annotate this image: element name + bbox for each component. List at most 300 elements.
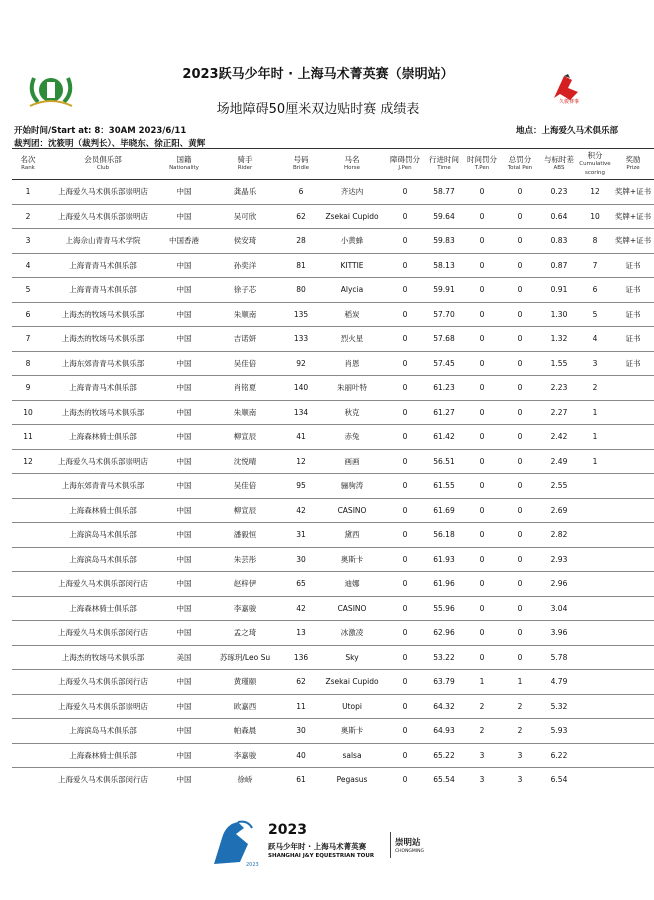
table-cell: 2: [464, 694, 500, 719]
table-cell: 中国: [162, 474, 206, 499]
table-cell: 0: [386, 719, 424, 744]
table-cell: [612, 523, 654, 548]
table-cell: 61.42: [424, 425, 464, 450]
table-cell: [12, 719, 44, 744]
table-cell: 2: [500, 719, 540, 744]
column-header-en: Bridle: [293, 165, 309, 171]
table-cell: 潘毅恒: [206, 523, 284, 548]
table-cell: [578, 645, 612, 670]
table-cell: 李嘉骏: [206, 743, 284, 768]
table-cell: 0: [386, 694, 424, 719]
table-cell: [612, 474, 654, 499]
column-header: [284, 149, 318, 180]
table-cell: 0: [500, 498, 540, 523]
table-cell: 冰激凌: [318, 621, 386, 646]
table-cell: 朱顺南: [206, 400, 284, 425]
table-cell: 3: [12, 229, 44, 254]
table-cell: 1: [12, 180, 44, 205]
table-cell: 2.96: [540, 572, 578, 597]
table-cell: 上海爱久马术俱乐部崇明店: [44, 694, 162, 719]
table-cell: 上海爱久马术俱乐部闵行店: [44, 621, 162, 646]
table-cell: 3.04: [540, 596, 578, 621]
table-cell: 朱顺南: [206, 302, 284, 327]
table-cell: 95: [284, 474, 318, 499]
table-cell: 0: [386, 547, 424, 572]
table-cell: 92: [284, 351, 318, 376]
table-cell: 朱丽叶特: [318, 376, 386, 401]
table-cell: 徐峤: [237, 775, 253, 785]
table-cell: 61: [296, 775, 306, 785]
table-cell: 苏琢玥/Leo Su: [206, 645, 284, 670]
table-cell: 中国: [162, 253, 206, 278]
table-cell: 0: [386, 376, 424, 401]
table-cell: [612, 670, 654, 695]
column-header-en: Horse: [343, 165, 360, 171]
table-cell: 0: [386, 400, 424, 425]
table-cell: [612, 645, 654, 670]
table-cell: 柳宣辰: [206, 498, 284, 523]
table-cell: 62: [284, 204, 318, 229]
table-cell: 0: [386, 670, 424, 695]
column-header-en: ABS: [553, 165, 565, 171]
column-header: [318, 149, 386, 180]
table-cell: 齐达内: [318, 180, 386, 205]
column-header: [540, 149, 578, 180]
table-cell: 133: [284, 327, 318, 352]
table-cell: 136: [284, 645, 318, 670]
table-cell: 2.69: [540, 498, 578, 523]
table-cell: [578, 572, 612, 597]
table-cell: 吴佳倍: [206, 474, 284, 499]
column-header-cn: 总罚分: [508, 155, 532, 164]
table-cell: 65.22: [424, 743, 464, 768]
table-cell: 0: [386, 743, 424, 768]
table-cell: 0: [386, 572, 424, 597]
table-row: [12, 523, 654, 548]
table-cell: 42: [284, 596, 318, 621]
table-cell: 0: [500, 327, 540, 352]
table-cell: 10: [578, 204, 612, 229]
table-cell: 0: [500, 180, 540, 205]
table-cell: 13: [284, 621, 318, 646]
table-row: [12, 694, 654, 719]
footer-year: 2023: [268, 822, 307, 838]
table-cell: 沈悦晴: [206, 449, 284, 474]
table-header: [12, 149, 654, 180]
table-cell: 中国: [176, 775, 192, 785]
table-cell: 证书: [612, 253, 654, 278]
table-cell: 证书: [612, 351, 654, 376]
table-cell: 中国: [162, 670, 206, 695]
table-cell: 2.23: [540, 376, 578, 401]
table-row: [12, 670, 654, 695]
table-cell: 0: [500, 596, 540, 621]
table-cell: 吴佳倍: [206, 351, 284, 376]
table-cell: 0: [500, 523, 540, 548]
table-cell: 2.42: [540, 425, 578, 450]
table-cell: 上海东郊青青马术俱乐部: [44, 474, 162, 499]
table-cell: 2: [500, 694, 540, 719]
table-row: [12, 474, 654, 499]
column-header-cn: 会员俱乐部: [84, 155, 122, 164]
table-cell: 61.93: [424, 547, 464, 572]
table-cell: Sky: [318, 645, 386, 670]
table-cell: 6: [12, 302, 44, 327]
table-cell: 0: [500, 229, 540, 254]
table-cell: 10: [12, 400, 44, 425]
table-cell: 1: [500, 670, 540, 695]
table-row: [12, 351, 654, 376]
table-cell: 55.96: [424, 596, 464, 621]
table-cell: 3: [479, 775, 485, 785]
table-cell: 2.49: [540, 449, 578, 474]
table-cell: 2.82: [540, 523, 578, 548]
table-cell: 6.54: [550, 775, 568, 785]
table-cell: 0.64: [540, 204, 578, 229]
table-cell: 0.83: [540, 229, 578, 254]
table-cell: 30: [284, 547, 318, 572]
table-cell: 烈火星: [318, 327, 386, 352]
table-cell: 3: [517, 775, 523, 785]
table-cell: 5: [578, 302, 612, 327]
table-cell: 4.79: [540, 670, 578, 695]
table-cell: 5.32: [540, 694, 578, 719]
column-header-cn: 骑手: [237, 155, 253, 164]
table-cell: 0: [500, 547, 540, 572]
table-cell: 上海滨岛马术俱乐部: [44, 719, 162, 744]
column-header-en: Rider: [237, 165, 253, 171]
table-cell: 0: [386, 498, 424, 523]
column-header-cn: 马名: [344, 155, 360, 164]
table-cell: 上海森林骑士俱乐部: [44, 596, 162, 621]
results-table: [12, 148, 654, 792]
column-header-en: T.Pen: [474, 165, 490, 171]
table-cell: 美国: [162, 645, 206, 670]
table-cell: 65.54: [433, 775, 455, 785]
table-row: [12, 327, 654, 352]
table-cell: 上海杰的牧场马术俱乐部: [44, 400, 162, 425]
column-header-cn: 与标时差: [544, 155, 574, 164]
table-row: [12, 302, 654, 327]
table-cell: 0: [464, 302, 500, 327]
table-cell: [12, 596, 44, 621]
table-cell: 0: [402, 775, 408, 785]
table-cell: 中国: [162, 351, 206, 376]
column-header: [464, 149, 500, 180]
table-cell: 0: [500, 621, 540, 646]
table-cell: 0: [500, 572, 540, 597]
table-cell: 11: [12, 425, 44, 450]
column-header-cn: 时间罚分: [467, 155, 497, 164]
table-cell: 56.51: [424, 449, 464, 474]
table-cell: 81: [284, 253, 318, 278]
table-cell: 0: [500, 204, 540, 229]
table-cell: 证书: [612, 302, 654, 327]
table-cell: 0: [464, 645, 500, 670]
table-cell: 12: [12, 449, 44, 474]
table-row: [12, 229, 654, 254]
table-cell: 上海杰的牧场马术俱乐部: [44, 327, 162, 352]
footer-logo: [208, 818, 428, 868]
column-header-en: Prize: [626, 165, 640, 171]
table-cell: 3: [500, 743, 540, 768]
column-header: [12, 149, 44, 180]
table-cell: 上海森林骑士俱乐部: [44, 743, 162, 768]
table-cell: 上海爱久马术俱乐部崇明店: [44, 449, 162, 474]
column-header-en: Club: [96, 165, 110, 171]
table-cell: [612, 400, 654, 425]
table-cell: 4: [578, 327, 612, 352]
table-cell: 0: [386, 278, 424, 303]
table-cell: [578, 768, 612, 792]
table-cell: 3: [578, 351, 612, 376]
table-row: [12, 204, 654, 229]
table-cell: 孟之琦: [206, 621, 284, 646]
table-cell: 3: [464, 743, 500, 768]
table-cell: 30: [284, 719, 318, 744]
table-cell: 中国: [162, 425, 206, 450]
table-cell: 上海滨岛马术俱乐部: [44, 547, 162, 572]
table-cell: [612, 572, 654, 597]
table-cell: Utopi: [318, 694, 386, 719]
table-cell: 奖牌+证书: [612, 229, 654, 254]
table-cell: 0: [464, 376, 500, 401]
table-cell: [12, 670, 44, 695]
table-cell: [612, 621, 654, 646]
table-cell: 0: [464, 229, 500, 254]
table-row: [12, 253, 654, 278]
table-cell: [578, 621, 612, 646]
table-cell: CASINO: [318, 498, 386, 523]
table-cell: 40: [284, 743, 318, 768]
table-row: [12, 719, 654, 744]
table-cell: CASINO: [318, 596, 386, 621]
table-cell: 秋克: [318, 400, 386, 425]
table-cell: 0: [464, 400, 500, 425]
table-cell: Zsekai Cupido: [318, 204, 386, 229]
table-row: [12, 376, 654, 401]
table-cell: 0: [464, 547, 500, 572]
table-cell: 奖牌+证书: [612, 204, 654, 229]
table-cell: 帕森晨: [206, 719, 284, 744]
table-cell: 中国: [162, 547, 206, 572]
table-row: [12, 278, 654, 303]
table-cell: 0: [464, 278, 500, 303]
table-cell: 中国: [162, 498, 206, 523]
table-cell: 6: [578, 278, 612, 303]
table-cell: 1: [578, 449, 612, 474]
table-cell: 8: [578, 229, 612, 254]
table-cell: 上海佘山青青马术学院: [44, 229, 162, 254]
table-cell: 0: [464, 351, 500, 376]
table-cell: 64.93: [424, 719, 464, 744]
column-header-cn: 积分: [587, 150, 603, 160]
table-cell: 5.78: [540, 645, 578, 670]
judges: 裁判团：沈筱明（裁判长）、毕晓东、徐正阳、黄辉: [14, 139, 206, 149]
table-cell: 57.70: [424, 302, 464, 327]
table-cell: [612, 596, 654, 621]
table-cell: 欧嘉西: [206, 694, 284, 719]
table-cell: 中国: [162, 694, 206, 719]
table-cell: 中国: [162, 449, 206, 474]
table-cell: 7: [578, 253, 612, 278]
table-cell: 中国: [162, 278, 206, 303]
table-cell: 1.32: [540, 327, 578, 352]
table-cell: 5: [12, 278, 44, 303]
table-cell: 6: [284, 180, 318, 205]
column-header: [578, 149, 612, 180]
table-cell: 奥斯卡: [318, 719, 386, 744]
table-cell: [612, 743, 654, 768]
table-cell: 0.87: [540, 253, 578, 278]
table-cell: 65: [284, 572, 318, 597]
table-row: [12, 621, 654, 646]
table-cell: 中国: [162, 719, 206, 744]
table-cell: [12, 645, 44, 670]
table-cell: 上海森林骑士俱乐部: [44, 425, 162, 450]
table-cell: 孙奕洋: [206, 253, 284, 278]
table-row: [12, 572, 654, 597]
table-cell: 11: [284, 694, 318, 719]
table-row: [12, 449, 654, 474]
column-header-cn: 号码: [293, 155, 309, 164]
table-cell: 中国: [162, 302, 206, 327]
start-time: 开始时间/Start at: 8：30AM 2023/6/11: [14, 126, 187, 136]
table-cell: 上海杰的牧场马术俱乐部: [44, 302, 162, 327]
table-cell: 0: [464, 572, 500, 597]
table-cell: 4: [12, 253, 44, 278]
table-cell: 12: [284, 449, 318, 474]
table-cell: Alycia: [318, 278, 386, 303]
table-cell: 中国: [162, 400, 206, 425]
column-header: [44, 149, 162, 180]
table-cell: [12, 694, 44, 719]
table-cell: 上海滨岛马术俱乐部: [44, 523, 162, 548]
table-cell: 迪娜: [318, 572, 386, 597]
table-cell: 0: [500, 425, 540, 450]
table-cell: [612, 547, 654, 572]
table-cell: 上海爱久马术俱乐部闵行店: [44, 572, 162, 597]
table-row: [12, 498, 654, 523]
table-cell: [12, 523, 44, 548]
table-cell: 0: [386, 645, 424, 670]
table-cell: 徐子芯: [206, 278, 284, 303]
table-row: [12, 547, 654, 572]
table-cell: 59.64: [424, 204, 464, 229]
table-cell: 62.96: [424, 621, 464, 646]
table-cell: 135: [284, 302, 318, 327]
table-cell: Pegasus: [336, 775, 368, 785]
table-cell: 0: [464, 253, 500, 278]
table-cell: 57.45: [424, 351, 464, 376]
table-cell: [578, 596, 612, 621]
table-cell: 80: [284, 278, 318, 303]
table-cell: 28: [284, 229, 318, 254]
column-header-en: Time: [437, 165, 451, 171]
table-cell: 0: [386, 180, 424, 205]
horse-head-icon: [208, 818, 266, 868]
table-cell: [612, 425, 654, 450]
table-cell: 0: [464, 474, 500, 499]
table-cell: [12, 572, 44, 597]
table-cell: [612, 449, 654, 474]
table-cell: 0: [464, 204, 500, 229]
column-header: [500, 149, 540, 180]
table-cell: 0.91: [540, 278, 578, 303]
column-header-en: Rank: [21, 165, 35, 171]
table-cell: 上海爱久马术俱乐部崇明店: [44, 204, 162, 229]
table-cell: 61.23: [424, 376, 464, 401]
table-cell: 42: [284, 498, 318, 523]
column-header-cn: 行进时间: [429, 155, 459, 164]
table-cell: 1: [464, 670, 500, 695]
table-cell: 0: [386, 596, 424, 621]
table-cell: 0: [464, 523, 500, 548]
table-cell: 0: [464, 327, 500, 352]
footer-divider: [390, 832, 391, 858]
column-header-en: Total Pen: [507, 165, 533, 171]
table-cell: [612, 376, 654, 401]
table-cell: 中国香港: [162, 229, 206, 254]
table-cell: 稻炭: [318, 302, 386, 327]
table-cell: 上海东郊青青马术俱乐部: [44, 351, 162, 376]
table-cell: 0: [386, 327, 424, 352]
table-cell: 59.91: [424, 278, 464, 303]
table-cell: 2.55: [540, 474, 578, 499]
table-cell: salsa: [318, 743, 386, 768]
footer-event-name: 跃马少年时 · 上海马术菁英赛: [268, 842, 367, 851]
table-cell: 上海爱久马术俱乐部崇明店: [44, 180, 162, 205]
table-cell: [12, 743, 44, 768]
table-cell: 上海青青马术俱乐部: [44, 278, 162, 303]
table-cell: 0: [500, 351, 540, 376]
table-cell: 3.96: [540, 621, 578, 646]
table-cell: 肖恩: [318, 351, 386, 376]
organizer-logo-text: 久骏赛事: [558, 99, 579, 105]
table-cell: 0: [500, 253, 540, 278]
table-cell: 李嘉骏: [206, 596, 284, 621]
table-cell: 58.13: [424, 253, 464, 278]
table-cell: 中国: [162, 572, 206, 597]
table-row: [12, 180, 654, 205]
table-row: [12, 425, 654, 450]
table-cell: 2.93: [540, 547, 578, 572]
table-cell: [612, 719, 654, 744]
table-cell: [578, 719, 612, 744]
table-cell: 0.23: [540, 180, 578, 205]
table-cell: 中国: [162, 327, 206, 352]
table-cell: Zsekai Cupido: [318, 670, 386, 695]
table-cell: 中国: [162, 523, 206, 548]
table-cell: 134: [284, 400, 318, 425]
table-cell: 0: [386, 229, 424, 254]
table-cell: 中国: [162, 621, 206, 646]
table-cell: [578, 670, 612, 695]
table-cell: 0: [386, 425, 424, 450]
table-cell: 0: [500, 645, 540, 670]
table-cell: [578, 498, 612, 523]
footer-station-en: CHONGMING: [395, 849, 424, 854]
table-row: [12, 743, 654, 768]
table-cell: 吴可欣: [206, 204, 284, 229]
table-cell: 63.79: [424, 670, 464, 695]
table-cell: 2: [12, 204, 44, 229]
table-cell: 画画: [318, 449, 386, 474]
table-cell: 61.96: [424, 572, 464, 597]
table-cell: 中国: [162, 204, 206, 229]
table-cell: 58.77: [424, 180, 464, 205]
table-cell: 黛西: [318, 523, 386, 548]
